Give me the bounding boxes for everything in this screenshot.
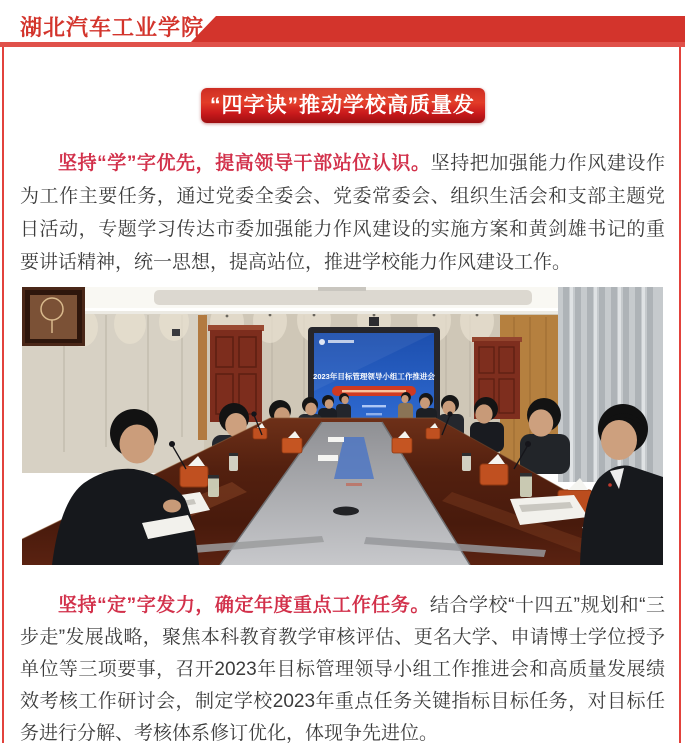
paragraph-1-lead: 坚持“学”字优先，提高领导干部站位认识。 — [58, 153, 431, 174]
paragraph-2-lead: 坚持“定”字发力，确定年度重点工作任务。 — [58, 595, 430, 616]
meeting-photo — [22, 287, 663, 565]
screen-camera — [369, 317, 379, 326]
screen-title-text: 2023年目标管理领导小组工作推进会 — [313, 372, 435, 381]
paragraph-2-body: 结合学校“十四五”规划和“三步走”发展战略，聚焦本科教育教学审核评估、更名大学、申请博士学位授予单位等三项要事，召开2023年目标管理领导小组工作推进会和高质量发展绩效考核工作研讨会，制定学校2023年重点任务关键指标目标任务，对目标任务进行分解、考核体系修订优化，体现争先进位。 — [20, 595, 665, 743]
page-right-border — [679, 47, 681, 743]
paragraph-2 — [20, 590, 665, 743]
screen-logo-icon — [319, 339, 325, 345]
header-red-strip — [0, 42, 685, 47]
article-title: “四字诀”推动学校高质量发展 — [210, 94, 475, 152]
paragraph-1 — [20, 147, 665, 279]
paragraph-1-body: 坚持把加强能力作风建设作为工作主要任务，通过党委全委会、党委常委会、组织生活会和支部主题党日活动，专题学习传达市委加强能力作风建设的实施方案和黄剑雄书记的重要讲话精神，统一思想，提高站位，推进学校能力作风建设工作。 — [20, 153, 665, 273]
security-camera-left — [172, 329, 180, 336]
site-logo-text[interactable]: 湖北汽车工业学院 — [20, 15, 205, 40]
page-left-border — [2, 47, 4, 743]
wall-clock — [22, 287, 85, 346]
article-title-banner — [201, 88, 485, 152]
